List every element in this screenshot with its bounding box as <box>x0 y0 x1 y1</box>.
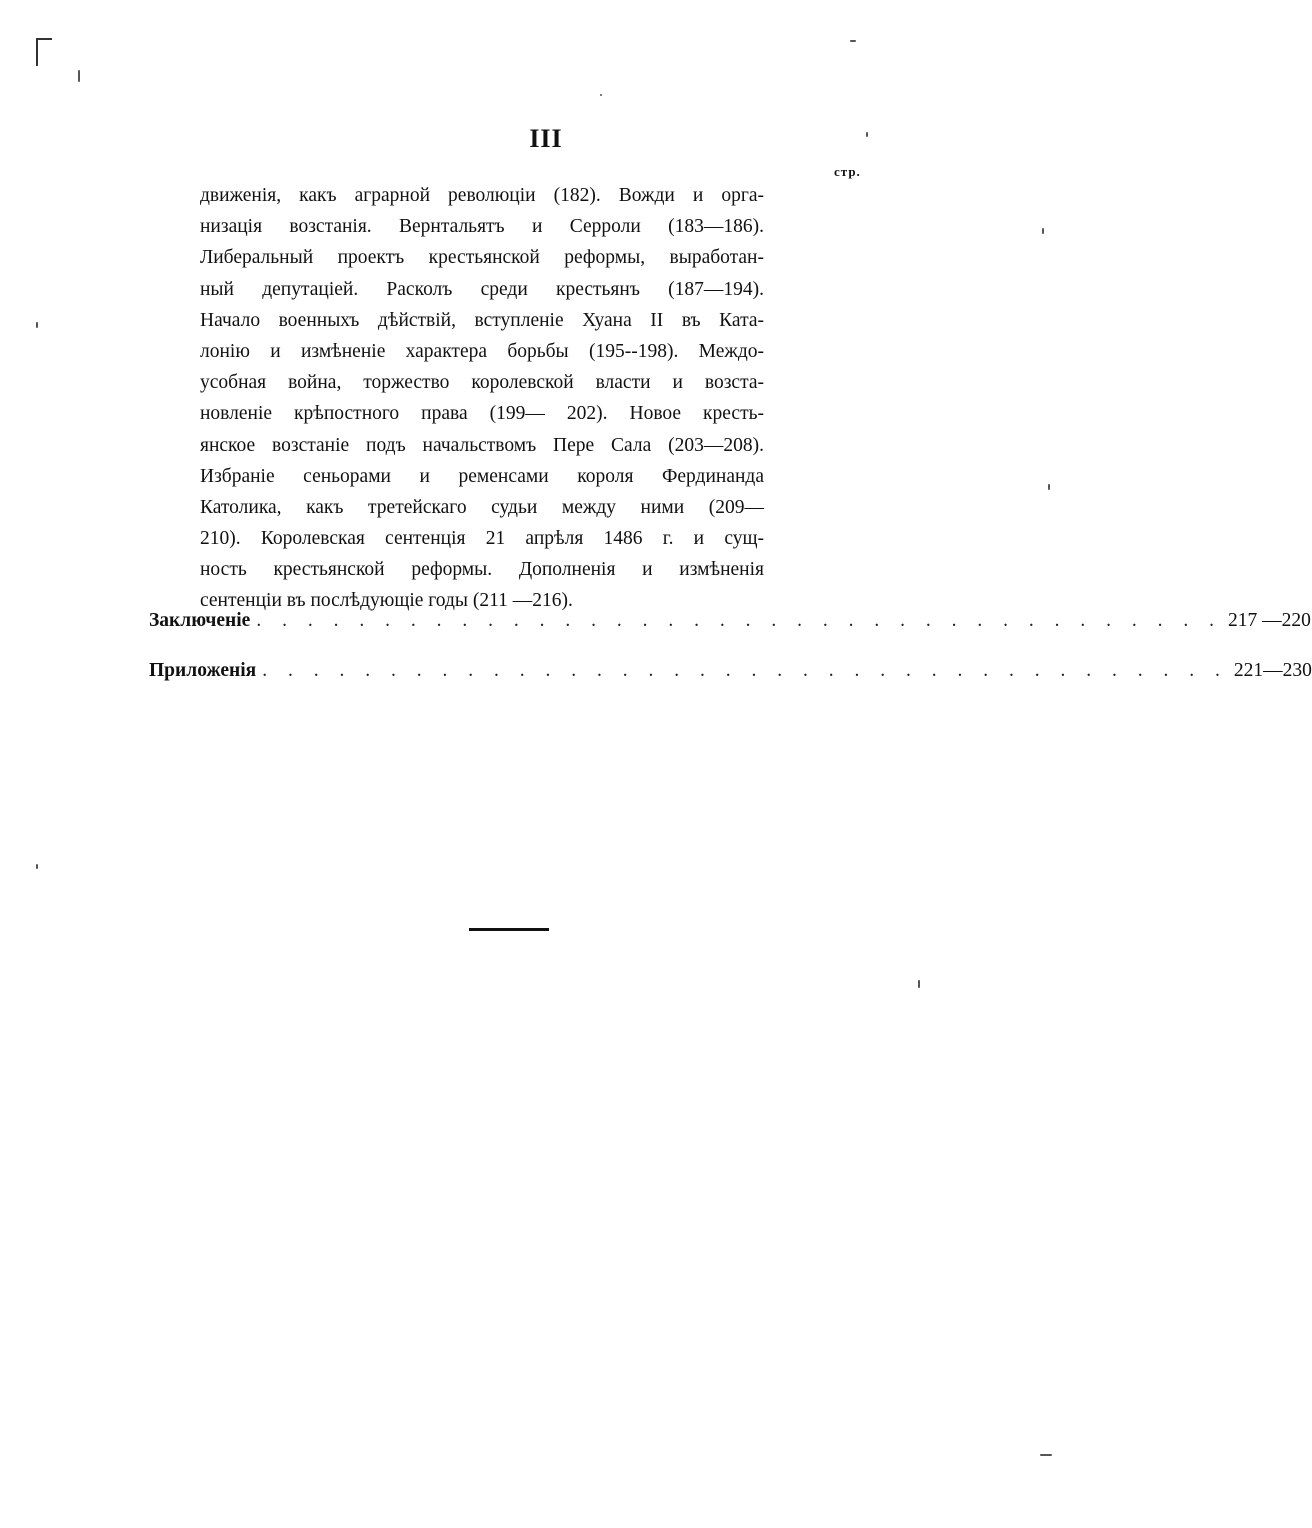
paragraph-line: новленіе крѣпостного права (199— 202). Новое кресть- <box>200 403 764 425</box>
paragraph-line: Католика, какъ третейскаго судьи между ними (209— <box>200 496 764 518</box>
scan-speck <box>78 70 80 82</box>
paragraph-line: янское возстаніе подъ начальствомъ Пере Сала (203—208). <box>200 434 764 456</box>
paragraph-line: движенія, какъ аграрной революціи (182). Вожди и орга- <box>200 185 764 206</box>
paragraph-line: лонію и измѣненіе характера борьбы (195--198). Междо- <box>200 340 764 362</box>
scan-speck <box>36 322 38 328</box>
paragraph-line: ность крестьянской реформы. Дополненія и измѣненія <box>200 559 764 581</box>
paragraph-line: усобная война, торжество королевской власти и возста- <box>200 372 764 394</box>
scan-speck <box>918 980 920 988</box>
scan-speck <box>36 864 38 869</box>
toc-entry-pages: 221—230 <box>1233 660 1312 681</box>
paragraph-line: 210). Королевская сентенція 21 апрѣля 1486 г. и сущ- <box>200 528 764 550</box>
scan-speck <box>1048 484 1050 490</box>
toc-entry-appendices <box>149 657 1312 685</box>
scan-speck <box>866 132 868 137</box>
toc-entry-conclusion <box>149 607 1311 635</box>
scan-speck <box>1040 1454 1052 1456</box>
scan-speck <box>600 94 602 96</box>
scan-speck <box>850 40 856 42</box>
paragraph-line: Либеральный проектъ крестьянской реформы, выработан- <box>200 247 764 269</box>
paragraph-line: низація возстанія. Вернтальятъ и Серроли (183—186). <box>200 216 764 238</box>
scan-speck <box>1042 228 1044 234</box>
toc-entry-title: Приложенія <box>149 660 257 681</box>
paragraph-line: сентенціи въ послѣдующіе годы (211 —216). <box>200 590 573 612</box>
end-divider-rule <box>469 928 549 931</box>
paragraph-line: ный депутаціей. Расколъ среди крестьянъ (187—194). <box>200 278 764 300</box>
toc-leader-dots: . . . . . . . . . . . . . . . . . . . . . . . . . . . . . . . . . . . . . . <box>262 660 1228 681</box>
toc-entry-pages: 217 —220 <box>1227 610 1311 631</box>
toc-entry-title: Заключеніе <box>149 610 251 631</box>
page-column-label: стр. <box>834 164 861 179</box>
scan-corner-mark <box>36 38 52 66</box>
paragraph-line: Избраніе сеньорами и ременсами короля Фердинанда <box>200 465 764 487</box>
page-number: III <box>529 124 563 153</box>
paragraph-line: Начало военныхъ дѣйствій, вступленіе Хуана II въ Ката- <box>200 309 764 331</box>
toc-leader-dots: . . . . . . . . . . . . . . . . . . . . . . . . . . . . . . . . . . . . . . <box>256 610 1222 631</box>
chapter-summary-paragraph <box>200 180 764 617</box>
